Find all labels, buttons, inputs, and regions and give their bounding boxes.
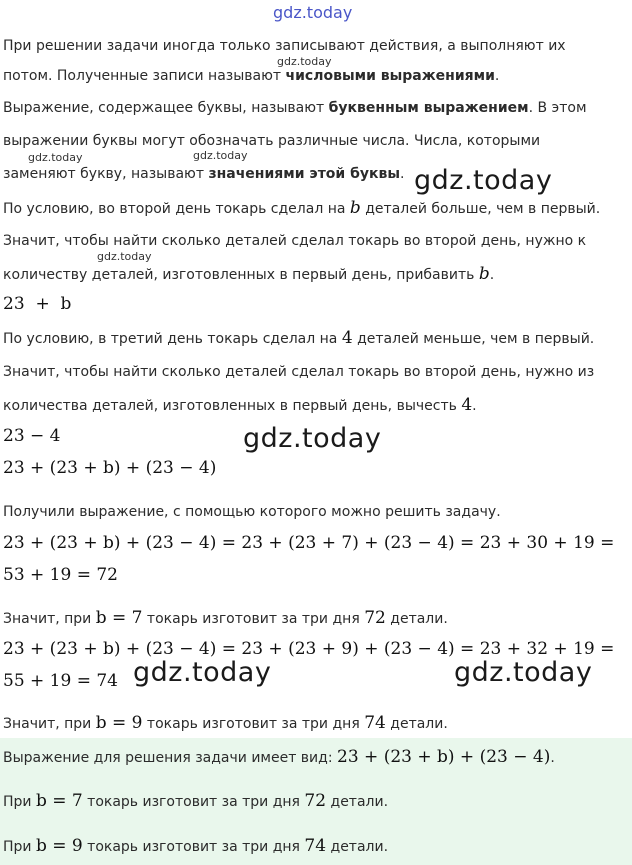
- calc2-line-2: 55 + 19 = 74: [3, 671, 118, 691]
- calc1-line-1: 23 + (23 + b) + (23 − 4) = 23 + (23 + 7) + (23 − 4) = 23 + 30 + 19 =: [3, 533, 615, 553]
- result1: Значит, при b = 7 токарь изготовит за три дня 72 детали.: [3, 608, 448, 628]
- top-watermark: gdz.today: [273, 3, 353, 22]
- watermark-large: gdz.today: [414, 165, 553, 196]
- day2-line-1: По условию, во второй день токарь сделал на b деталей больше, чем в первый.: [3, 198, 601, 218]
- watermark-large: gdz.today: [243, 423, 382, 454]
- result2: Значит, при b = 9 токарь изготовит за три дня 74 детали.: [3, 713, 448, 733]
- day2-expression: 23 + b: [3, 294, 72, 314]
- day3-line-3: количества деталей, изготовленных в первый день, вычесть 4.: [3, 395, 477, 415]
- day2-line-3: количеству деталей, изготовленных в первый день, прибавить b.: [3, 264, 495, 284]
- watermark-small: gdz.today: [193, 149, 248, 162]
- watermark-small: gdz.today: [97, 250, 152, 263]
- answer-box: [0, 738, 632, 865]
- answer-line-1: Выражение для решения задачи имеет вид: 23 + (23 + b) + (23 − 4).: [3, 747, 555, 767]
- watermark-small: gdz.today: [28, 151, 83, 164]
- intro-line-1: При решении задачи иногда только записывают действия, а выполняют их: [3, 38, 566, 54]
- day3-line-2: Значит, чтобы найти сколько деталей сделал токарь во второй день, нужно из: [3, 364, 595, 380]
- intro-line-3: Выражение, содержащее буквы, называют буквенным выражением. В этом: [3, 100, 587, 116]
- intro-line-2: потом. Полученные записи называют числовыми выражениями.: [3, 68, 500, 84]
- watermark-large: gdz.today: [454, 657, 593, 688]
- term-letter-values: значениями этой буквы: [208, 166, 401, 182]
- watermark-large: gdz.today: [133, 657, 272, 688]
- term-letter-expression: буквенным выражением: [328, 100, 529, 116]
- solve-intro: Получили выражение, с помощью которого можно решить задачу.: [3, 504, 501, 520]
- answer-line-3: При b = 9 токарь изготовит за три дня 74 детали.: [3, 836, 389, 856]
- intro-line-4: выражении буквы могут обозначать различные числа. Числа, которыми: [3, 133, 541, 149]
- intro-line-5: заменяют букву, называют значениями этой буквы.: [3, 166, 405, 182]
- day3-expression: 23 − 4: [3, 426, 61, 446]
- day2-line-2: Значит, чтобы найти сколько деталей сделал токарь во второй день, нужно к: [3, 233, 587, 249]
- watermark-small: gdz.today: [277, 55, 332, 68]
- day3-line-1: По условию, в третий день токарь сделал на 4 деталей меньше, чем в первый.: [3, 328, 595, 348]
- term-numeric-expressions: числовыми выражениями: [285, 68, 495, 84]
- answer-line-2: При b = 7 токарь изготовит за три дня 72 детали.: [3, 791, 389, 811]
- total-expression: 23 + (23 + b) + (23 − 4): [3, 458, 217, 478]
- calc2-line-1: 23 + (23 + b) + (23 − 4) = 23 + (23 + 9) + (23 − 4) = 23 + 32 + 19 =: [3, 639, 615, 659]
- calc1-line-2: 53 + 19 = 72: [3, 565, 118, 585]
